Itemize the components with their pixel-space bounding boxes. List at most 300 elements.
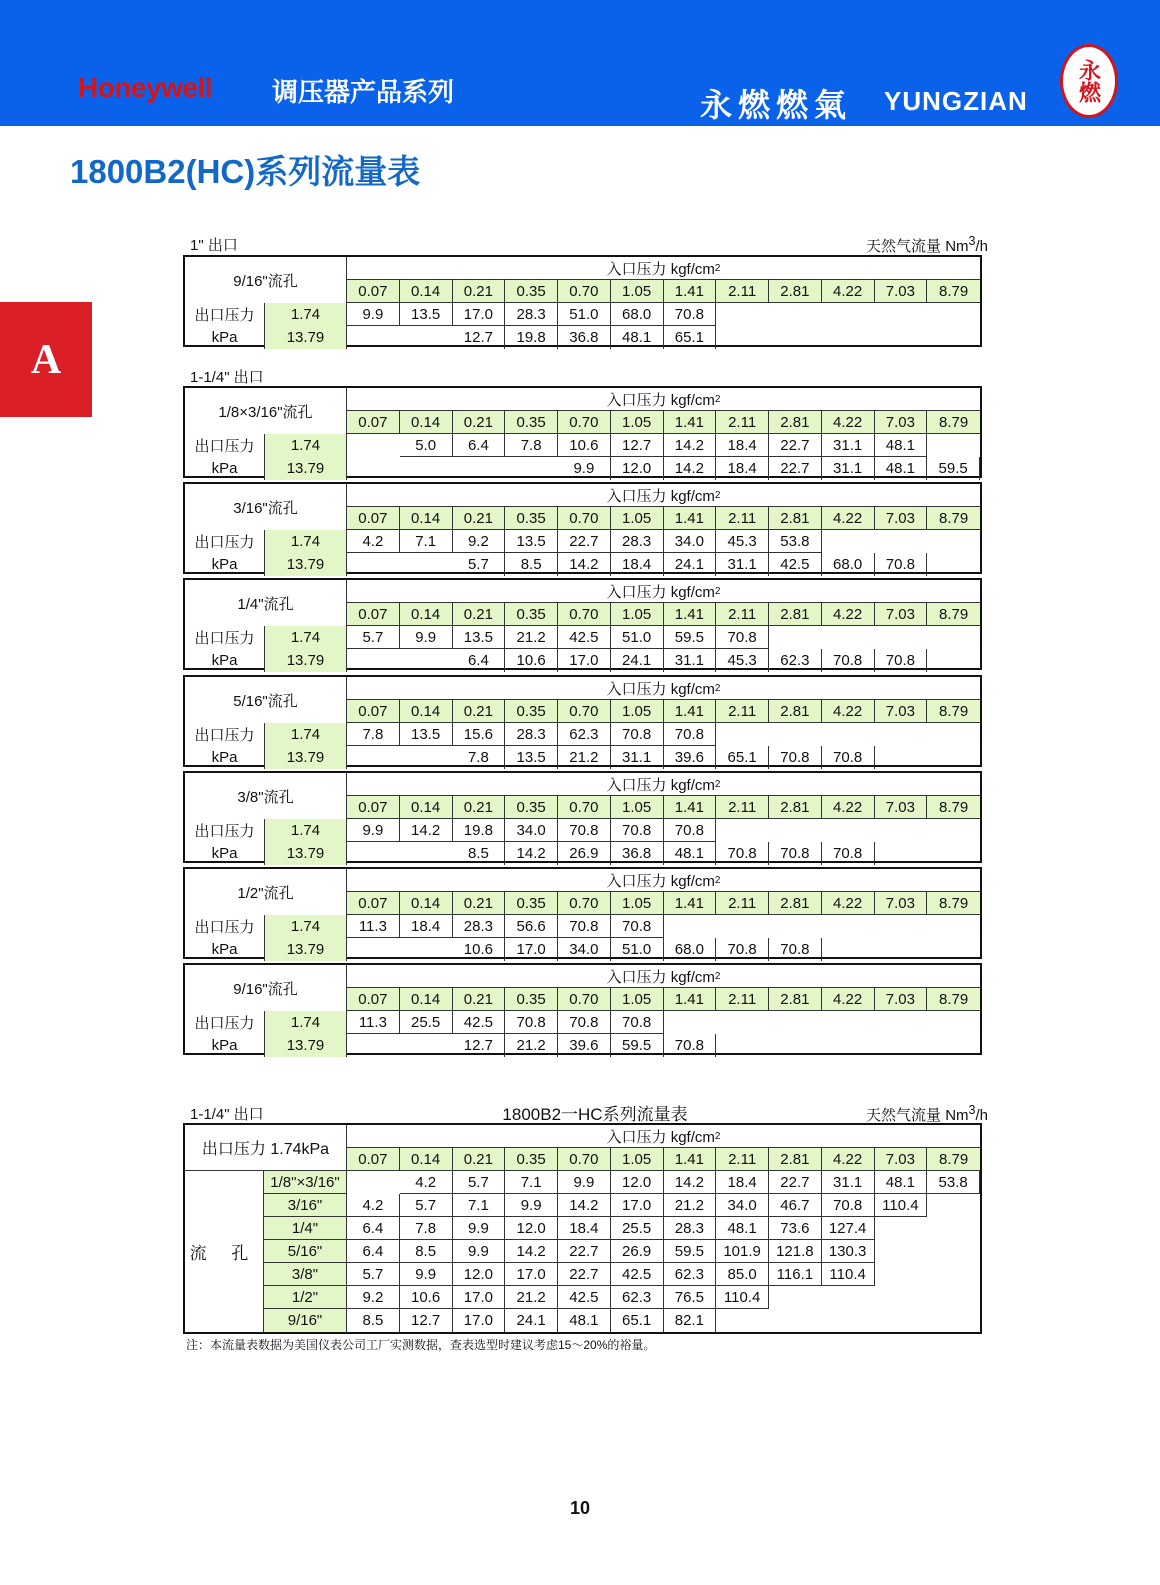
flow-cell: 85.0 — [716, 1263, 769, 1286]
flow-cell: 22.7 — [558, 1263, 611, 1286]
flow-cell: 62.3 — [558, 723, 611, 746]
inlet-pressure-header: 2.81 — [769, 280, 822, 303]
flow-cell — [347, 746, 400, 769]
flow-cell: 70.8 — [611, 819, 664, 842]
inlet-pressure-header: 0.35 — [505, 411, 558, 434]
flow-cell: 70.8 — [875, 553, 928, 576]
flow-cell: 36.8 — [558, 326, 611, 349]
flow-cell: 70.8 — [664, 1034, 717, 1057]
orifice-size-value: 1/4" — [264, 1217, 347, 1240]
inlet-pressure-header: 1.05 — [611, 411, 664, 434]
page-header — [0, 0, 1160, 126]
flow-cell: 18.4 — [716, 457, 769, 480]
hc-table-title: 1800B2一HC系列流量表 — [502, 1105, 688, 1124]
inlet-pressure-header: 4.22 — [822, 280, 875, 303]
inlet-pressure-header: 0.70 — [558, 988, 611, 1011]
outlet-pressure-label: kPa — [211, 749, 238, 766]
flow-row — [347, 1171, 980, 1194]
flow-cell — [400, 553, 453, 576]
flow-cell: 9.9 — [558, 1171, 611, 1194]
orifice-size-value: 1/8"×3/16" — [264, 1171, 347, 1194]
flow-cell: 101.9 — [716, 1240, 769, 1263]
outlet-size-caption: 1-1/4" 出口 — [190, 1106, 264, 1123]
flow-cell: 21.2 — [505, 626, 558, 649]
inlet-pressure-header: 0.35 — [505, 988, 558, 1011]
flow-cell: 10.6 — [400, 1286, 453, 1309]
inlet-pressure-header: 1.05 — [611, 700, 664, 723]
flow-table — [183, 386, 982, 478]
orifice-label: 流 孔 — [185, 1171, 264, 1332]
inlet-pressure-header: 2.11 — [716, 1148, 769, 1171]
inlet-pressure-label: 入口压力 kgf/cm 2 — [347, 484, 980, 507]
flow-cell: 4.2 — [400, 1171, 453, 1194]
orifice-size-label: 3/8"流孔 — [185, 773, 347, 819]
inlet-pressure-header: 0.14 — [400, 280, 453, 303]
inlet-pressure-header: 1.41 — [664, 892, 717, 915]
inlet-pressure-header: 1.41 — [664, 700, 717, 723]
inlet-unit-superscript: 2 — [714, 393, 721, 405]
flow-cell: 51.0 — [611, 626, 664, 649]
flow-cell: 5.7 — [453, 1171, 506, 1194]
inlet-pressure-header: 0.07 — [347, 603, 400, 626]
flow-cell — [453, 457, 506, 480]
inlet-pressure-header: 0.07 — [347, 796, 400, 819]
flow-cell: 13.5 — [453, 626, 506, 649]
inlet-pressure-header: 0.21 — [453, 892, 506, 915]
flow-cell: 26.9 — [611, 1240, 664, 1263]
outlet-pressure-label: 出口压力 — [194, 1015, 255, 1032]
flow-cell — [400, 326, 453, 349]
flow-cell: 13.5 — [400, 723, 453, 746]
inlet-pressure-header: 1.05 — [611, 280, 664, 303]
flow-cell: 65.1 — [611, 1309, 664, 1332]
inlet-pressure-header: 7.03 — [875, 603, 928, 626]
flow-cell: 22.7 — [558, 1240, 611, 1263]
inlet-pressure-header: 2.81 — [769, 796, 822, 819]
flow-row — [347, 457, 980, 480]
flow-cell: 9.9 — [453, 1240, 506, 1263]
inlet-pressure-header: 7.03 — [875, 280, 928, 303]
inlet-pressure-header: 2.11 — [716, 988, 769, 1011]
flow-row — [347, 530, 822, 553]
inlet-pressure-label: 入口压力 kgf/cm 2 — [347, 580, 980, 603]
inlet-pressure-label: 入口压力 kgf/cm 2 — [347, 773, 980, 796]
flow-cell: 53.8 — [927, 1171, 980, 1194]
flow-cell — [400, 938, 453, 961]
flow-cell: 21.2 — [664, 1194, 717, 1217]
inlet-pressure-header: 4.22 — [822, 411, 875, 434]
inlet-pressure-label: 入口压力 kgf/cm 2 — [347, 965, 980, 988]
inlet-pressure-header: 0.70 — [558, 1148, 611, 1171]
flow-cell: 17.0 — [453, 1309, 506, 1332]
flow-cell: 10.6 — [453, 938, 506, 961]
flow-cell: 48.1 — [716, 1217, 769, 1240]
flow-cell: 17.0 — [453, 1286, 506, 1309]
flow-cell: 21.2 — [505, 1034, 558, 1057]
flow-cell: 70.8 — [611, 1011, 664, 1034]
flow-cell: 22.7 — [769, 457, 822, 480]
outlet-pressure-value: 13.79 — [264, 649, 347, 672]
inlet-pressure-header: 7.03 — [875, 892, 928, 915]
outlet-pressure-value: 1.74 — [264, 819, 347, 842]
flow-cell: 18.4 — [558, 1217, 611, 1240]
flow-cell: 70.8 — [822, 1194, 875, 1217]
inlet-pressure-header: 0.35 — [505, 280, 558, 303]
outlet-pressure-value: 13.79 — [264, 1034, 347, 1057]
flow-unit-superscript: 3 — [968, 234, 976, 248]
flow-cell: 11.3 — [347, 1011, 400, 1034]
inlet-pressure-header: 2.11 — [716, 796, 769, 819]
flow-cell: 28.3 — [611, 530, 664, 553]
flow-cell: 121.8 — [769, 1240, 822, 1263]
inlet-pressure-header: 0.35 — [505, 892, 558, 915]
flow-cell: 70.8 — [769, 842, 822, 865]
flow-cell: 9.9 — [453, 1217, 506, 1240]
inlet-pressure-header: 0.07 — [347, 507, 400, 530]
flow-cell: 12.7 — [453, 1034, 506, 1057]
flow-cell — [347, 842, 400, 865]
inlet-pressure-header: 2.81 — [769, 507, 822, 530]
inlet-pressure-header: 1.05 — [611, 892, 664, 915]
flow-cell: 65.1 — [716, 746, 769, 769]
inlet-pressure-header: 7.03 — [875, 988, 928, 1011]
flow-cell: 8.5 — [400, 1240, 453, 1263]
inlet-pressure-header: 4.22 — [822, 988, 875, 1011]
outlet-pressure-label: 出口压力 — [194, 727, 255, 744]
outlet-pressure-value: 13.79 — [264, 746, 347, 769]
inlet-pressure-header: 0.14 — [400, 892, 453, 915]
flow-cell: 5.0 — [400, 434, 453, 457]
inlet-unit-superscript: 2 — [714, 970, 721, 982]
inlet-pressure-header: 0.35 — [505, 700, 558, 723]
outlet-pressure-label: 出口压力 — [194, 630, 255, 647]
inlet-pressure-label: 入口压力 kgf/cm 2 — [347, 869, 980, 892]
flow-cell: 10.6 — [558, 434, 611, 457]
inlet-pressure-header: 7.03 — [875, 507, 928, 530]
outlet-pressure-label: kPa — [211, 652, 238, 669]
flow-row — [347, 1217, 875, 1240]
flow-cell: 15.6 — [453, 723, 506, 746]
inlet-pressure-header: 2.11 — [716, 280, 769, 303]
orifice-size-value: 5/16" — [264, 1240, 347, 1263]
outlet-pressure-value: 13.79 — [264, 842, 347, 865]
flow-cell: 110.4 — [822, 1263, 875, 1286]
flow-cell: 22.7 — [558, 530, 611, 553]
inlet-pressure-header: 1.05 — [611, 507, 664, 530]
outlet-size-caption: 1" 出口 — [190, 237, 238, 254]
flow-cell: 7.8 — [347, 723, 400, 746]
inlet-pressure-header: 0.35 — [505, 1148, 558, 1171]
flow-cell: 5.7 — [400, 1194, 453, 1217]
inlet-pressure-header: 0.70 — [558, 796, 611, 819]
orifice-size-value: 9/16" — [264, 1309, 347, 1332]
outlet-pressure-label: 出口压力 — [194, 919, 255, 936]
flow-cell: 9.9 — [505, 1194, 558, 1217]
inlet-pressure-header: 2.11 — [716, 507, 769, 530]
inlet-pressure-header: 1.05 — [611, 796, 664, 819]
flow-cell: 7.1 — [400, 530, 453, 553]
flow-cell: 82.1 — [664, 1309, 717, 1332]
outlet-pressure-value: 1.74 — [264, 530, 347, 553]
flow-cell: 26.9 — [558, 842, 611, 865]
flow-cell: 70.8 — [822, 842, 875, 865]
inlet-pressure-header: 8.79 — [927, 603, 980, 626]
flow-cell: 73.6 — [769, 1217, 822, 1240]
inlet-pressure-header: 0.21 — [453, 507, 506, 530]
orifice-size-label: 1/2"流孔 — [185, 869, 347, 915]
inlet-pressure-header: 4.22 — [822, 796, 875, 819]
flow-cell: 127.4 — [822, 1217, 875, 1240]
orifice-size-label: 1/8×3/16"流孔 — [185, 388, 347, 434]
flow-table — [183, 867, 982, 959]
flow-cell: 19.8 — [453, 819, 506, 842]
flow-cell: 68.0 — [822, 553, 875, 576]
outlet-pressure-label: 出口压力 — [194, 534, 255, 551]
flow-row — [347, 819, 716, 842]
flow-cell: 31.1 — [664, 649, 717, 672]
inlet-pressure-header: 0.14 — [400, 988, 453, 1011]
inlet-pressure-header: 0.21 — [453, 700, 506, 723]
flow-cell: 14.2 — [664, 1171, 717, 1194]
flow-cell: 17.0 — [505, 938, 558, 961]
flow-cell: 11.3 — [347, 915, 400, 938]
flow-row — [347, 1034, 716, 1057]
orifice-size-value: 3/8" — [264, 1263, 347, 1286]
flow-cell: 21.2 — [505, 1286, 558, 1309]
inlet-pressure-header: 8.79 — [927, 280, 980, 303]
flow-row — [347, 434, 927, 457]
flow-cell: 34.0 — [505, 819, 558, 842]
flow-cell: 7.1 — [453, 1194, 506, 1217]
flow-cell: 70.8 — [822, 649, 875, 672]
inlet-pressure-row — [347, 988, 980, 1011]
inlet-pressure-header: 0.14 — [400, 507, 453, 530]
flow-cell: 28.3 — [453, 915, 506, 938]
outlet-size-caption: 1-1/4" 出口 — [190, 369, 264, 386]
flow-cell: 5.7 — [347, 1263, 400, 1286]
inlet-pressure-header: 7.03 — [875, 1148, 928, 1171]
flow-row — [347, 1194, 927, 1217]
series-title: 调压器产品系列 — [272, 77, 455, 107]
inlet-pressure-header: 0.21 — [453, 796, 506, 819]
inlet-unit-superscript: 2 — [714, 489, 721, 501]
inlet-pressure-row — [347, 507, 980, 530]
flow-cell: 22.7 — [769, 1171, 822, 1194]
flow-cell: 24.1 — [505, 1309, 558, 1332]
flow-table — [183, 771, 982, 863]
outlet-pressure-value: 1.74 — [264, 303, 347, 326]
outlet-pressure-value: 1.74 — [264, 626, 347, 649]
flow-cell: 70.8 — [769, 746, 822, 769]
flow-cell: 34.0 — [664, 530, 717, 553]
flow-cell: 13.5 — [400, 303, 453, 326]
flow-cell: 17.0 — [611, 1194, 664, 1217]
company-seal-icon — [1060, 44, 1118, 118]
flow-cell: 70.8 — [875, 649, 928, 672]
flow-cell — [400, 649, 453, 672]
inlet-pressure-header: 0.14 — [400, 603, 453, 626]
flow-cell: 42.5 — [453, 1011, 506, 1034]
flow-cell: 59.5 — [611, 1034, 664, 1057]
flow-cell — [347, 553, 400, 576]
inlet-pressure-header: 2.11 — [716, 411, 769, 434]
flow-cell: 7.8 — [400, 1217, 453, 1240]
flow-cell: 7.8 — [505, 434, 558, 457]
flow-cell: 18.4 — [400, 915, 453, 938]
flow-cell — [347, 457, 400, 480]
flow-cell — [400, 842, 453, 865]
flow-cell: 70.8 — [611, 915, 664, 938]
flow-cell: 6.4 — [453, 434, 506, 457]
flow-row — [347, 1263, 875, 1286]
inlet-pressure-header: 0.21 — [453, 603, 506, 626]
outlet-pressure-value: 13.79 — [264, 326, 347, 349]
inlet-pressure-header: 8.79 — [927, 796, 980, 819]
inlet-pressure-header: 1.05 — [611, 603, 664, 626]
flow-cell — [347, 326, 400, 349]
flow-cell: 4.2 — [347, 1194, 400, 1217]
orifice-size-label: 5/16"流孔 — [185, 677, 347, 723]
inlet-unit-superscript: 2 — [714, 1130, 721, 1142]
flow-cell: 31.1 — [611, 746, 664, 769]
outlet-pressure-value: 13.79 — [264, 457, 347, 480]
flow-cell: 110.4 — [716, 1286, 769, 1309]
outlet-pressure-label: 出口压力 — [194, 438, 255, 455]
flow-cell: 8.5 — [347, 1309, 400, 1332]
flow-row — [347, 1240, 875, 1263]
inlet-pressure-header: 0.07 — [347, 411, 400, 434]
flow-cell: 12.0 — [611, 1171, 664, 1194]
flow-cell: 36.8 — [611, 842, 664, 865]
flow-cell: 19.8 — [505, 326, 558, 349]
flow-cell: 25.5 — [400, 1011, 453, 1034]
flow-cell — [505, 457, 558, 480]
flow-cell: 116.1 — [769, 1263, 822, 1286]
inlet-pressure-header: 2.81 — [769, 1148, 822, 1171]
inlet-pressure-row — [347, 411, 980, 434]
inlet-pressure-header: 8.79 — [927, 507, 980, 530]
inlet-pressure-header: 0.14 — [400, 700, 453, 723]
flow-cell: 18.4 — [716, 1171, 769, 1194]
inlet-pressure-header: 0.70 — [558, 700, 611, 723]
flow-row — [347, 1309, 716, 1332]
footnote: 注：本流量表数据为美国仪表公司工厂实测数据，查表选型时建议考虑15～20%的裕量。 — [186, 1338, 656, 1352]
outlet-pressure-label: kPa — [211, 941, 238, 958]
inlet-pressure-label: 入口压力 kgf/cm 2 — [347, 1125, 980, 1148]
inlet-pressure-header: 0.21 — [453, 411, 506, 434]
inlet-pressure-header: 2.81 — [769, 988, 822, 1011]
inlet-pressure-header: 0.14 — [400, 796, 453, 819]
flow-cell: 51.0 — [611, 938, 664, 961]
flow-cell: 17.0 — [558, 649, 611, 672]
inlet-pressure-header: 1.41 — [664, 1148, 717, 1171]
inlet-pressure-header: 2.81 — [769, 603, 822, 626]
flow-cell: 12.0 — [505, 1217, 558, 1240]
outlet-pressure-label: kPa — [211, 556, 238, 573]
inlet-pressure-label: 入口压力 kgf/cm 2 — [347, 257, 980, 280]
flow-cell: 59.5 — [927, 457, 980, 480]
flow-cell: 62.3 — [769, 649, 822, 672]
flow-table — [183, 675, 982, 767]
inlet-pressure-header: 0.70 — [558, 507, 611, 530]
inlet-unit-superscript: 2 — [714, 262, 721, 274]
inlet-pressure-header: 0.70 — [558, 411, 611, 434]
inlet-pressure-row — [347, 700, 980, 723]
flow-unit-label: 天然气流量 Nm$^3$/h — [866, 1103, 988, 1124]
inlet-pressure-header: 4.22 — [822, 603, 875, 626]
inlet-pressure-header: 0.21 — [453, 280, 506, 303]
flow-table — [183, 255, 982, 347]
orifice-size-label: 9/16"流孔 — [185, 257, 347, 303]
inlet-pressure-header: 7.03 — [875, 411, 928, 434]
flow-cell: 9.9 — [400, 626, 453, 649]
inlet-pressure-header: 1.41 — [664, 988, 717, 1011]
flow-cell: 34.0 — [716, 1194, 769, 1217]
orifice-size-label: 3/16"流孔 — [185, 484, 347, 530]
flow-cell: 12.7 — [453, 326, 506, 349]
flow-cell: 70.8 — [611, 723, 664, 746]
inlet-pressure-header: 7.03 — [875, 700, 928, 723]
flow-cell: 18.4 — [716, 434, 769, 457]
flow-cell: 48.1 — [875, 457, 928, 480]
flow-cell: 8.5 — [453, 842, 506, 865]
flow-cell: 70.8 — [716, 842, 769, 865]
outlet-pressure-value: 1.74 — [264, 915, 347, 938]
flow-cell: 70.8 — [769, 938, 822, 961]
flow-cell: 4.2 — [347, 530, 400, 553]
inlet-pressure-header: 8.79 — [927, 700, 980, 723]
flow-cell: 70.8 — [558, 819, 611, 842]
flow-cell: 130.3 — [822, 1240, 875, 1263]
inlet-pressure-row — [347, 796, 980, 819]
flow-cell: 18.4 — [611, 553, 664, 576]
inlet-pressure-header: 8.79 — [927, 988, 980, 1011]
flow-cell: 31.1 — [822, 434, 875, 457]
flow-cell: 13.5 — [505, 746, 558, 769]
flow-cell: 9.9 — [347, 303, 400, 326]
flow-cell: 56.6 — [505, 915, 558, 938]
flow-row — [347, 553, 927, 576]
inlet-pressure-header: 1.41 — [664, 411, 717, 434]
flow-cell: 34.0 — [558, 938, 611, 961]
flow-cell: 42.5 — [558, 1286, 611, 1309]
inlet-pressure-header: 1.41 — [664, 280, 717, 303]
inlet-pressure-header: 4.22 — [822, 700, 875, 723]
inlet-pressure-header: 0.35 — [505, 796, 558, 819]
flow-cell: 31.1 — [822, 457, 875, 480]
flow-cell: 28.3 — [664, 1217, 717, 1240]
flow-table — [183, 482, 982, 574]
flow-cell: 76.5 — [664, 1286, 717, 1309]
flow-cell: 53.8 — [769, 530, 822, 553]
outlet-pressure-value: 1.74 — [264, 723, 347, 746]
company-name-cn: 永燃燃氣 — [700, 87, 853, 123]
flow-cell — [400, 746, 453, 769]
flow-cell: 59.5 — [664, 626, 717, 649]
flow-cell — [347, 1034, 400, 1057]
inlet-pressure-header: 8.79 — [927, 892, 980, 915]
hc-outlet-pressure-label: 出口压力 1.74kPa — [185, 1125, 347, 1171]
flow-cell: 9.2 — [347, 1286, 400, 1309]
section-tab — [0, 302, 92, 417]
flow-cell: 42.5 — [769, 553, 822, 576]
outlet-pressure-label: 出口压力 — [194, 823, 255, 840]
inlet-unit-superscript: 2 — [714, 585, 721, 597]
flow-cell: 45.3 — [716, 649, 769, 672]
inlet-pressure-header: 2.11 — [716, 603, 769, 626]
inlet-pressure-header: 0.07 — [347, 700, 400, 723]
inlet-pressure-header: 1.41 — [664, 603, 717, 626]
